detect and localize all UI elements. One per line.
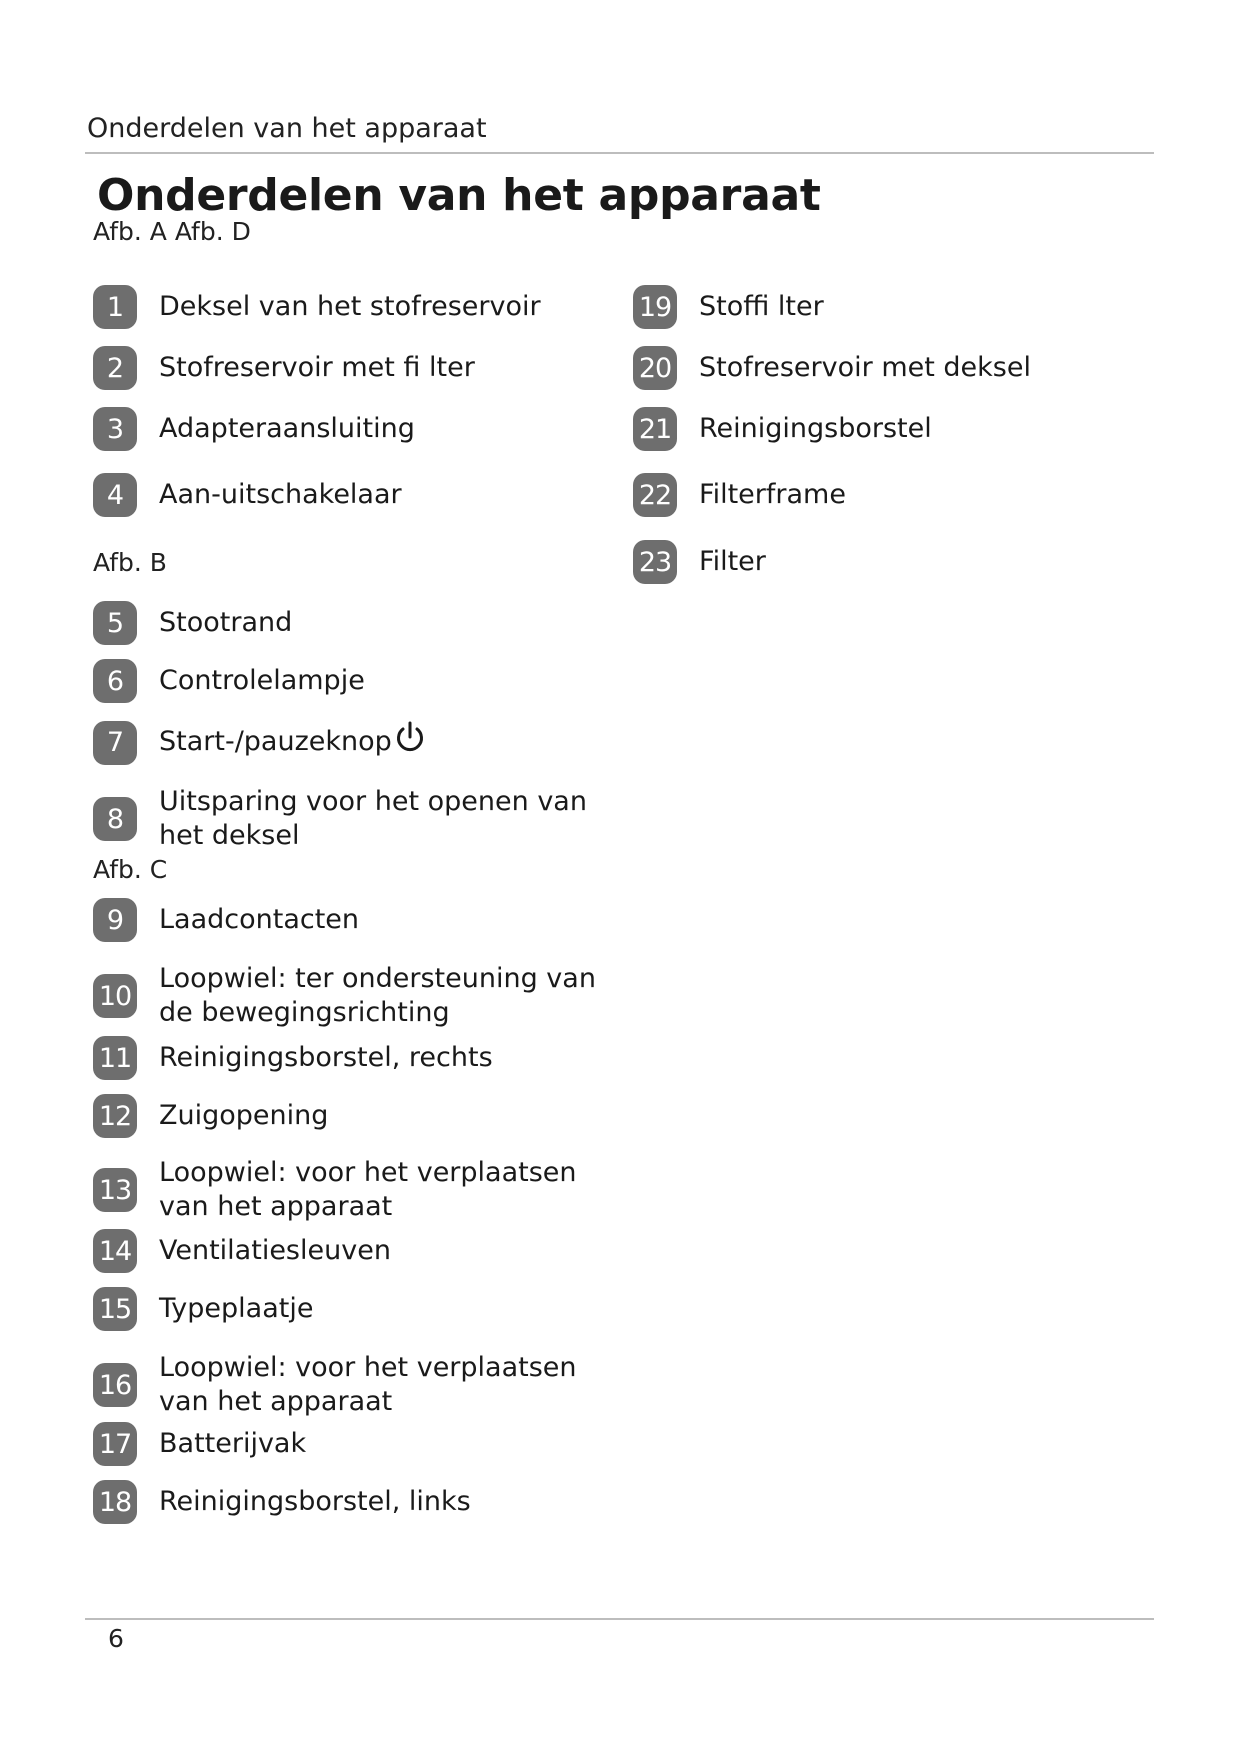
- part-item-10: [93, 962, 629, 1030]
- part-label: Stootrand: [159, 607, 293, 638]
- part-number-badge: 11: [93, 1036, 137, 1080]
- part-number-badge: 15: [93, 1287, 137, 1331]
- part-number-badge: 20: [633, 346, 677, 390]
- part-number-badge: 5: [93, 601, 137, 645]
- part-item-23: [633, 540, 766, 584]
- part-label: Batterijvak: [159, 1428, 307, 1459]
- part-item-4: [93, 473, 629, 517]
- part-number-badge: 6: [93, 659, 137, 703]
- part-label: Filter: [699, 546, 766, 577]
- part-item-16: [93, 1351, 629, 1419]
- section-label-afb-a-d: Afb. A Afb. D: [93, 217, 251, 246]
- part-number-badge: 16: [93, 1363, 137, 1407]
- part-item-17: [93, 1422, 629, 1466]
- part-label: Reinigingsborstel, links: [159, 1486, 471, 1517]
- part-item-18: [93, 1480, 629, 1524]
- part-number-badge: 22: [633, 473, 677, 517]
- part-label: Typeplaatje: [159, 1293, 314, 1324]
- part-label: Filterframe: [699, 479, 846, 510]
- part-item-2: [93, 346, 629, 390]
- part-item-15: [93, 1287, 629, 1331]
- part-item-19: [633, 285, 824, 329]
- part-item-11: [93, 1036, 629, 1080]
- part-item-6: [93, 659, 629, 703]
- part-item-20: [633, 346, 1031, 390]
- part-label: Loopwiel: ter ondersteuning van de bewegingsrichting: [159, 963, 596, 1028]
- part-number-badge: 21: [633, 407, 677, 451]
- part-item-13: [93, 1156, 629, 1224]
- page-number: 6: [108, 1624, 124, 1653]
- part-label: Loopwiel: voor het verplaatsen van het apparaat: [159, 1157, 577, 1222]
- part-number-badge: 14: [93, 1229, 137, 1273]
- part-number-badge: 7: [93, 721, 137, 765]
- part-label: Stoffi lter: [699, 291, 824, 322]
- part-label: Adapteraansluiting: [159, 413, 415, 444]
- part-number-badge: 19: [633, 285, 677, 329]
- page-title: Onderdelen van het apparaat: [97, 170, 821, 221]
- part-item-12: [93, 1094, 629, 1138]
- part-item-21: [633, 407, 932, 451]
- part-number-badge: 4: [93, 473, 137, 517]
- part-label: Loopwiel: voor het verplaatsen van het apparaat: [159, 1352, 577, 1417]
- part-number-badge: 9: [93, 898, 137, 942]
- part-number-badge: 8: [93, 797, 137, 841]
- part-label: Uitsparing voor het openen van het deksel: [159, 786, 587, 851]
- part-label: Start-/pauzeknop: [159, 726, 392, 757]
- part-number-badge: 3: [93, 407, 137, 451]
- part-label: Deksel van het stofreservoir: [159, 291, 541, 322]
- part-number-badge: 17: [93, 1422, 137, 1466]
- part-number-badge: 18: [93, 1480, 137, 1524]
- part-number-badge: 2: [93, 346, 137, 390]
- power-icon: [394, 720, 426, 765]
- running-header: Onderdelen van het apparaat: [87, 113, 487, 144]
- part-label: Ventilatiesleuven: [159, 1235, 391, 1266]
- part-item-3: [93, 407, 629, 451]
- part-item-5: [93, 601, 629, 645]
- part-label: Reinigingsborstel: [699, 413, 932, 444]
- part-label-wrap: [159, 720, 629, 765]
- part-item-9: [93, 898, 629, 942]
- footer-rule: [85, 1618, 1154, 1620]
- part-number-badge: 23: [633, 540, 677, 584]
- part-label: Laadcontacten: [159, 904, 360, 935]
- part-number-badge: 13: [93, 1168, 137, 1212]
- part-item-7: [93, 720, 629, 765]
- part-label: Zuigopening: [159, 1100, 329, 1131]
- part-item-8: [93, 785, 629, 853]
- part-label: Aan-uitschakelaar: [159, 479, 402, 510]
- part-item-1: [93, 285, 629, 329]
- part-number-badge: 12: [93, 1094, 137, 1138]
- part-number-badge: 10: [93, 974, 137, 1018]
- part-label: Stofreservoir met fi lter: [159, 352, 475, 383]
- part-item-22: [633, 473, 846, 517]
- section-label-afb-c: Afb. C: [93, 855, 168, 884]
- header-rule: [85, 152, 1154, 154]
- part-item-14: [93, 1229, 629, 1273]
- part-number-badge: 1: [93, 285, 137, 329]
- section-label-afb-b: Afb. B: [93, 548, 167, 577]
- part-label: Controlelampje: [159, 665, 365, 696]
- part-label: Reinigingsborstel, rechts: [159, 1042, 493, 1073]
- part-label: Stofreservoir met deksel: [699, 352, 1031, 383]
